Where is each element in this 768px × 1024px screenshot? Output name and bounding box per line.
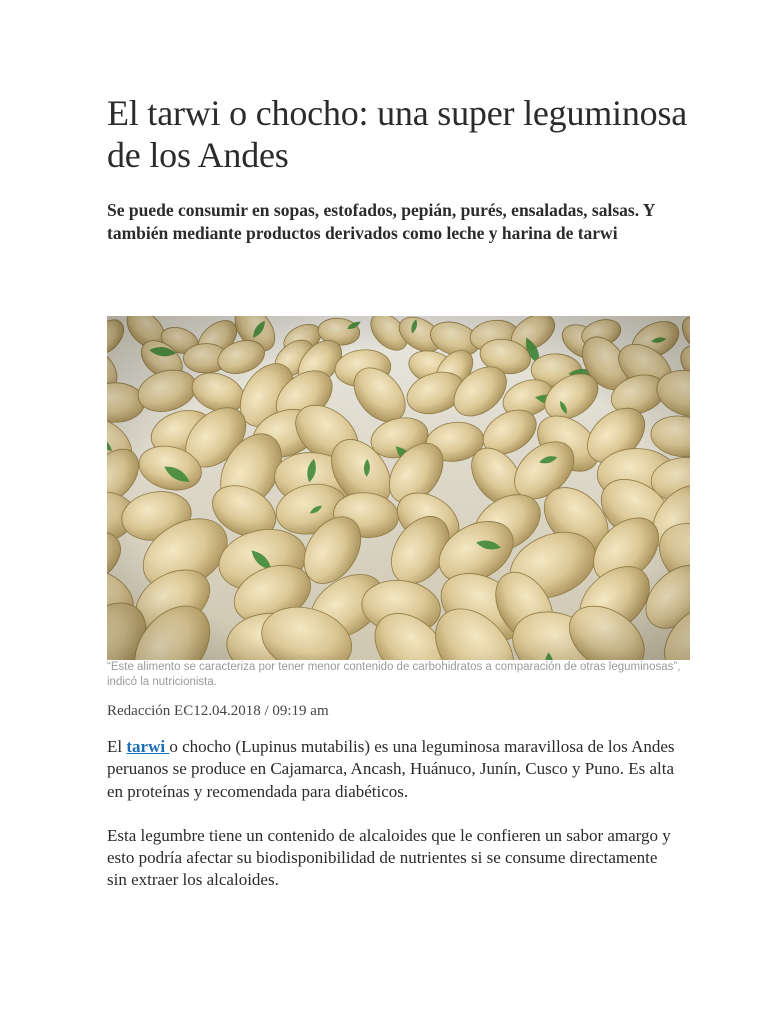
- article-body: [107, 736, 677, 914]
- paragraph-1-start: El: [107, 737, 127, 756]
- byline: Redacción EC12.04.2018 / 09:19 am: [107, 703, 329, 719]
- image-caption: “Este alimento se caracteriza por tener menor contenido de carbohidratos a comparación de otras leguminosas”, indicó la nutricionista.: [107, 661, 681, 688]
- article-subtitle: Se puede consumir en sopas, estofados, pepián, purés, ensaladas, salsas. Y también mediante productos derivados como leche y harina de tarwi: [107, 200, 655, 243]
- paragraph-1-rest: o chocho (Lupinus mutabilis) es una leguminosa maravillosa de los Andes peruanos se produce en Cajamarca, Ancash, Huánuco, Junín, Cusco y Puno. Es alta en proteínas y recomendada para diabéticos.: [107, 737, 675, 801]
- paragraph-1: [107, 736, 677, 803]
- hero-image-tarwi-beans: [107, 316, 690, 660]
- article: [107, 92, 692, 890]
- article-title: El tarwi o chocho: una super leguminosa de los Andes: [107, 93, 688, 175]
- paragraph-2: Esta legumbre tiene un contenido de alcaloides que le confieren un sabor amargo y esto podría afectar su biodisponibilidad de nutrientes si se consume directamente sin extraer los alcaloides.: [107, 825, 671, 890]
- beans-photo: [107, 316, 690, 660]
- tarwi-link[interactable]: tarwi: [126, 737, 170, 756]
